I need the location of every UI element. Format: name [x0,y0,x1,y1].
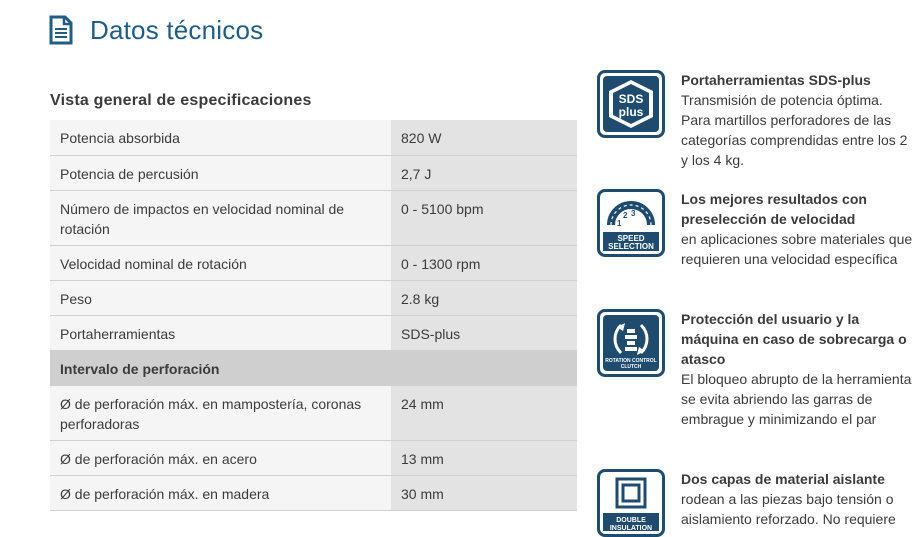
spec-label: Número de impactos en velocidad nominal de rotación [50,190,391,245]
table-row [50,475,577,510]
section-title: Intervalo de perforación [50,350,391,385]
icon-text: DOUBLE [616,517,646,524]
spec-label: Ø de perforación máx. en mampostería, coronas perforadoras [50,385,391,440]
page-title: Datos técnicos [90,14,264,45]
spec-value: SDS-plus [391,315,577,350]
feature-title: Dos capas de material aislante [681,471,885,487]
svg-text:3: 3 [631,209,636,218]
feature-description: El bloqueo abrupto de la herramienta se evita abriendo las garras de embrague y minimizando el par [681,371,912,427]
spec-value: 0 - 5100 bpm [391,190,577,245]
icon-text: SELECTION [608,242,654,251]
spec-value: 24 mm [391,385,577,440]
spec-value: 30 mm [391,475,577,510]
table-row [50,120,577,155]
table-row [50,245,577,280]
icon-text: SDS [618,92,644,106]
spec-label: Potencia absorbida [50,120,391,155]
table-row [50,190,577,245]
double-insulation-icon [597,469,665,537]
table-row [50,385,577,440]
feature-text [681,469,913,529]
spec-label: Portaherramientas [50,315,391,350]
svg-text:2: 2 [623,211,628,220]
spec-label: Potencia de percusión [50,155,391,190]
section-value-empty [391,350,577,385]
table-row [50,315,577,350]
feature-description: Transmisión de potencia óptima. Para martillos perforadores de las categorías comprendidas entre los 2 y los 4 kg. [681,92,908,168]
feature-text [681,309,913,429]
spec-value: 2,7 J [391,155,577,190]
spec-label: Peso [50,280,391,315]
table-row [50,155,577,190]
page-header [49,10,263,50]
icon-text: ROTATION CONTROL [605,358,657,364]
speed-selection-icon [597,189,665,257]
spec-value: 2.8 kg [391,280,577,315]
icon-text: CLUTCH [620,364,642,370]
specs-table [50,120,577,511]
feature-description: en aplicaciones sobre materiales que requieren una velocidad específica [681,231,913,267]
sds-plus-icon [597,70,665,138]
feature-title: Portaherramientas SDS-plus [681,72,871,88]
feature-description: rodean a las piezas bajo tensión o aislamiento reforzado. No requiere [681,491,896,527]
feature-title: Protección del usuario y la máquina en caso de sobrecarga o atasco [681,311,907,367]
spec-label: Velocidad nominal de rotación [50,245,391,280]
document-icon [49,15,73,45]
spec-value: 0 - 1300 rpm [391,245,577,280]
svg-text:1: 1 [617,219,622,228]
spec-label: Ø de perforación máx. en madera [50,475,391,510]
icon-text: plus [618,105,644,119]
feature-title: Los mejores resultados con preselección de velocidad [681,191,867,227]
table-row [50,280,577,315]
spec-label: Ø de perforación máx. en acero [50,440,391,475]
icon-text: INSULATION [609,525,653,531]
feature-text [681,189,913,269]
icon-text: SPEED [617,234,645,243]
spec-value: 13 mm [391,440,577,475]
rotation-control-clutch-icon [597,309,665,377]
spec-value: 820 W [391,120,577,155]
table-row [50,440,577,475]
specs-heading: Vista general de especificaciones [50,92,312,109]
feature-text [681,70,913,170]
section-header-row [50,350,577,385]
